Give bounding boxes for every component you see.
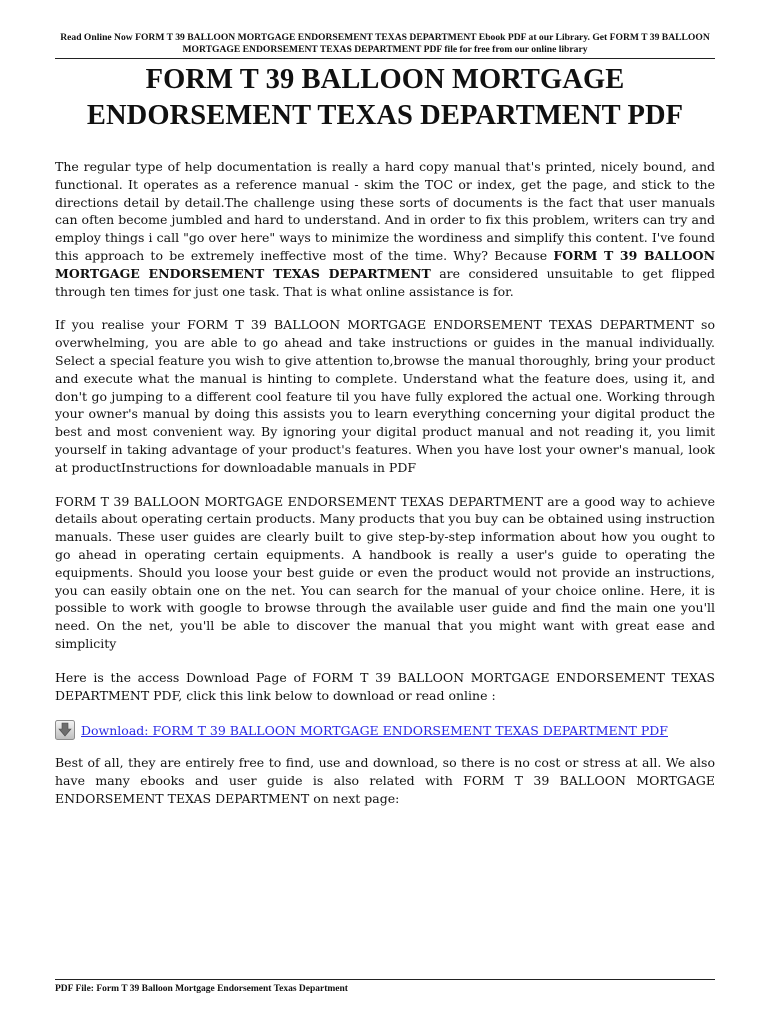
document-body	[55, 158, 715, 808]
title-line-1: FORM T 39 BALLOON MORTGAGE	[145, 64, 625, 95]
download-row	[55, 720, 715, 740]
paragraph-3: FORM T 39 BALLOON MORTGAGE ENDORSEMENT TEXAS DEPARTMENT are a good way to achieve details about operating certain products. Many products that you buy can be obtained using instruction manuals. These user guides are clearly built to give step-by-step information about how you ought to go ahead in operating certain equipments. A handbook is really a user's guide to operating the equipments. Should you loose your best guide or even the product would not provide an instructions, you can easily obtain one on the net. You can search for the manual of your choice online. Here, it is possible to work with google to browse through the available user guide and find the main one you'll need. On the net, you'll be able to discover the manual that you might want with great ease and simplicity	[55, 493, 715, 651]
paragraph-1-text-end: are considered unsuitable to get flipped through ten times for just one task. That is what online assistance is for.	[55, 265, 715, 299]
footer-text: PDF File: Form T 39 Balloon Mortgage Endorsement Texas Department	[55, 984, 348, 994]
paragraph-1	[55, 158, 715, 300]
header-divider	[55, 58, 715, 59]
footer-divider	[55, 979, 715, 980]
download-link[interactable]: Download: FORM T 39 BALLOON MORTGAGE ENDORSEMENT TEXAS DEPARTMENT PDF	[81, 723, 668, 739]
page-footer	[55, 979, 715, 995]
download-icon[interactable]	[55, 720, 75, 740]
title-line-2: ENDORSEMENT TEXAS DEPARTMENT PDF	[86, 100, 684, 131]
header-banner: Read Online Now FORM T 39 BALLOON MORTGAGE ENDORSEMENT TEXAS DEPARTMENT Ebook PDF at our Library. Get FORM T 39 BALLOON MORTGAGE ENDORSEMENT TEXAS DEPARTMENT PDF file for free from our online library	[60, 32, 710, 55]
paragraph-5: Best of all, they are entirely free to find, use and download, so there is no cost or stress at all. We also have many ebooks and user guide is also related with FORM T 39 BALLOON MORTGAGE ENDORSEMENT TEXAS DEPARTMENT on next page:	[55, 755, 715, 806]
paragraph-1-text-start: The regular type of help documentation is really a hard copy manual that's printed, nicely bound, and functional. It operates as a reference manual - skim the TOC or index, get the page, and stick to the directions detail by detail.The challenge using these sorts of documents is the fact that user manuals can often become jumbled and hard to understand. And in order to fix this problem, writers can try and employ things i call "go over here" ways to minimize the wordiness and simplify this content. I've found this approach to be extremely ineffective most of the time. Why? Because	[55, 159, 715, 263]
paragraph-1-bold-title: FORM T 39 BALLOON MORTGAGE ENDORSEMENT TEXAS DEPARTMENT	[55, 247, 715, 281]
paragraph-4: Here is the access Download Page of FORM T 39 BALLOON MORTGAGE ENDORSEMENT TEXAS DEPARTMENT PDF, click this link below to download or read online :	[55, 669, 715, 703]
document-page	[55, 0, 715, 1024]
paragraph-2: If you realise your FORM T 39 BALLOON MORTGAGE ENDORSEMENT TEXAS DEPARTMENT so overwhelming, you are able to go ahead and take instructions or guides in the manual individually. Select a special feature you wish to give attention to,browse the manual thoroughly, bring your product and execute what the manual is hinting to complete. Understand what the feature does, using it, and don't go jumping to a different cool feature til you have fully explored the actual one. Working through your owner's manual by doing this assists you to learn everything concerning your digital product the best and most convenient way. By ignoring your digital product manual and not reading it, you limit yourself in taking advantage of your product's features. When you have lost your owner's manual, look at productInstructions for downloadable manuals in PDF	[55, 317, 715, 475]
page-title	[55, 62, 715, 134]
